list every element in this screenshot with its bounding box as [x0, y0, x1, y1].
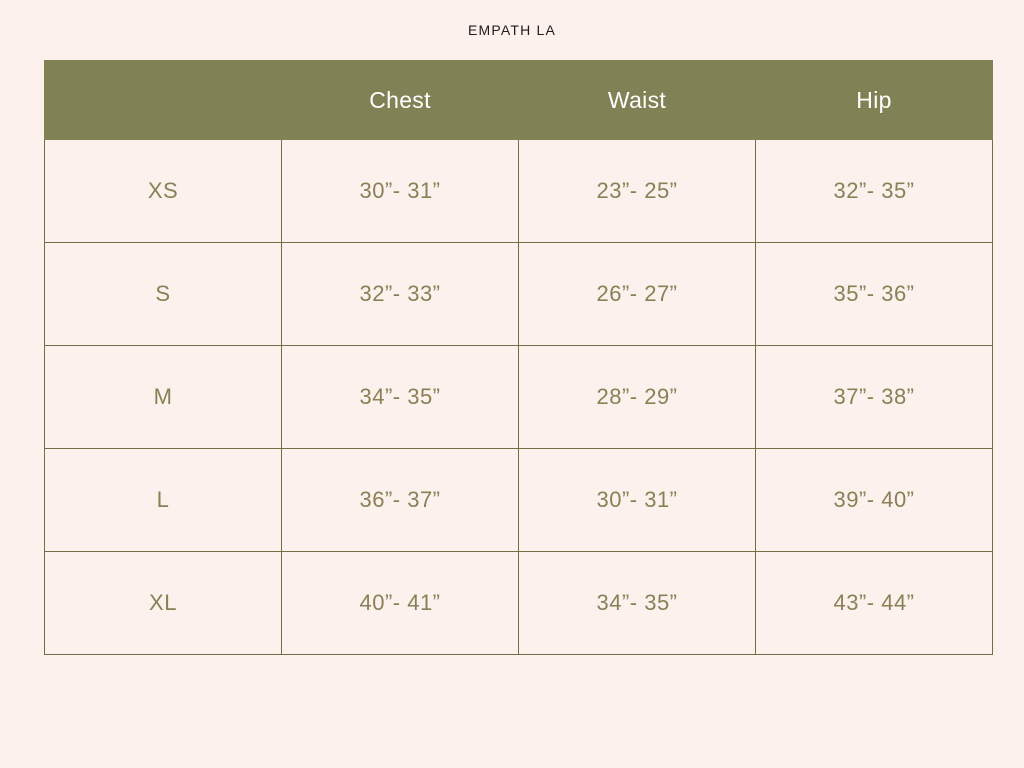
table-row [45, 243, 993, 346]
cell-chest: 34”- 35” [282, 346, 519, 449]
cell-hip: 35”- 36” [756, 243, 993, 346]
column-header-size [45, 61, 282, 140]
table-header [45, 61, 993, 140]
table-row [45, 449, 993, 552]
cell-chest: 32”- 33” [282, 243, 519, 346]
table-row [45, 552, 993, 655]
cell-size: XS [45, 140, 282, 243]
size-chart-table [44, 60, 993, 655]
cell-chest: 36”- 37” [282, 449, 519, 552]
cell-size: XL [45, 552, 282, 655]
cell-waist: 26”- 27” [519, 243, 756, 346]
cell-size: L [45, 449, 282, 552]
cell-waist: 34”- 35” [519, 552, 756, 655]
column-header-waist: Waist [519, 61, 756, 140]
cell-waist: 28”- 29” [519, 346, 756, 449]
cell-hip: 43”- 44” [756, 552, 993, 655]
cell-waist: 23”- 25” [519, 140, 756, 243]
cell-hip: 32”- 35” [756, 140, 993, 243]
table-row [45, 346, 993, 449]
cell-chest: 30”- 31” [282, 140, 519, 243]
table-body [45, 140, 993, 655]
column-header-chest: Chest [282, 61, 519, 140]
size-chart-table-container [44, 60, 980, 655]
cell-size: S [45, 243, 282, 346]
cell-size: M [45, 346, 282, 449]
cell-chest: 40”- 41” [282, 552, 519, 655]
cell-hip: 37”- 38” [756, 346, 993, 449]
column-header-hip: Hip [756, 61, 993, 140]
table-header-row [45, 61, 993, 140]
table-row [45, 140, 993, 243]
cell-hip: 39”- 40” [756, 449, 993, 552]
page-title: EMPATH LA [467, 22, 557, 38]
cell-waist: 30”- 31” [519, 449, 756, 552]
